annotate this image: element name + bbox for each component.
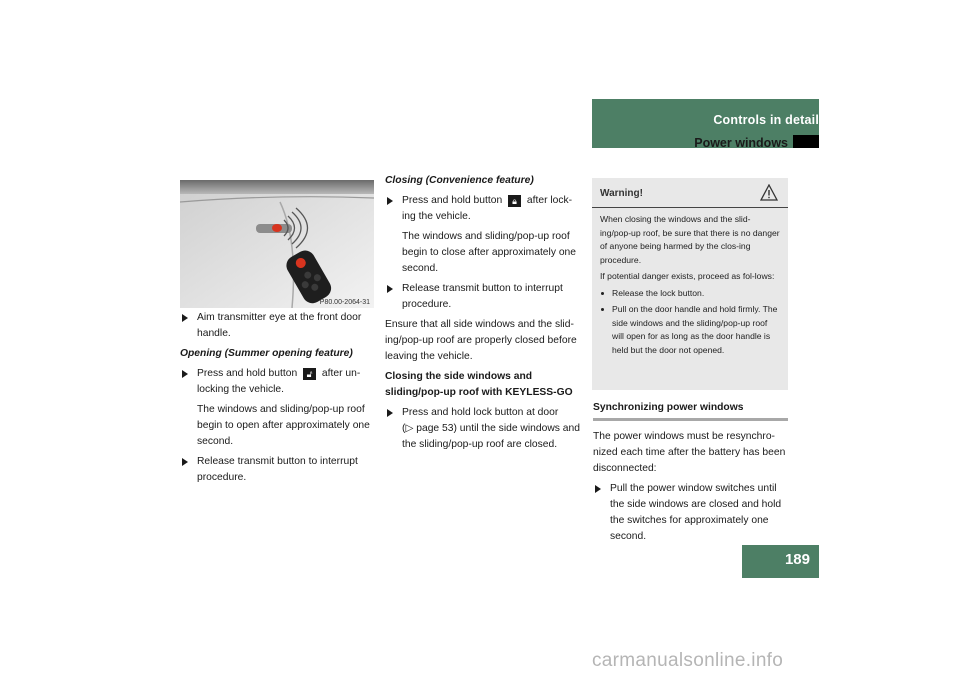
close-description: The windows and sliding/pop-up roof begin to close after approximately one second.: [402, 231, 577, 274]
step-sync: Pull the power window switches until the side windows are closed and hold the switches for approximately one second.: [593, 481, 788, 545]
page-ref-arrow-icon: ▷: [405, 423, 414, 434]
section-title: Power windows: [694, 136, 788, 150]
bullet-dot-icon: [601, 292, 604, 295]
column-closing: [385, 173, 580, 457]
step-press-lock: Press and hold button 🔒︎ after lock-ing the vehicle.: [385, 193, 580, 225]
step-arrow-icon: [595, 485, 601, 493]
warning-bullet: Pull on the door handle and hold firmly. The side windows and the sliding/pop-up roof will open for as long as the door handle is held but the door not opened.: [600, 303, 780, 357]
step-release-close: Release transmit button to interrupt procedure.: [385, 281, 580, 313]
warning-body: [592, 208, 788, 357]
step-arrow-icon: [182, 370, 188, 378]
keyless-heading: Closing the side windows and sliding/pop-up roof with KEYLESS-GO: [385, 371, 573, 398]
page-number-box: [742, 545, 819, 578]
sync-description: The power windows must be resynchro-nized each time after the battery has been disconnected:: [593, 431, 786, 474]
warning-box: [592, 178, 788, 390]
lock-key-icon: 🔒︎: [508, 195, 521, 207]
step-arrow-icon: [387, 285, 393, 293]
step-release-open: Release transmit button to interrupt procedure.: [180, 454, 375, 486]
chapter-title: Controls in detail: [713, 113, 819, 127]
warning-title: Warning!: [600, 188, 643, 199]
figure-id: P80.00-2064-31: [319, 299, 370, 306]
step-arrow-icon: [387, 409, 393, 417]
column-opening: [180, 310, 375, 490]
header-tab-marker: [793, 135, 819, 148]
warning-triangle-icon: [760, 184, 778, 201]
bullet-dot-icon: [601, 308, 604, 311]
step-aim-transmitter: Aim transmitter eye at the front door handle.: [180, 310, 375, 342]
open-description: The windows and sliding/pop-up roof begin to open after approximately one second.: [197, 404, 370, 447]
ensure-closed-note: Ensure that all side windows and the slid-ing/pop-up roof are properly closed before leaving the vehicle.: [385, 319, 577, 362]
sync-heading: Synchronizing power windows: [593, 400, 788, 421]
warning-intro: When closing the windows and the slid-ing/pop-up roof, be sure that there is no danger of anyone being harmed by the clos-ing procedure.: [600, 214, 780, 265]
step-keyless-lock: Press and hold lock button at door (▷ page 53) until the side windows and the sliding/pop-up roof are closed.: [385, 405, 580, 453]
warning-header: [592, 178, 788, 208]
watermark: carmanualsonline.info: [592, 650, 784, 671]
step-arrow-icon: [387, 197, 393, 205]
step-arrow-icon: [182, 458, 188, 466]
page-number: 189: [784, 551, 810, 568]
door-illustration: [180, 180, 374, 308]
warning-danger: If potential danger exists, proceed as fol-lows:: [600, 271, 775, 281]
warning-bullet: Release the lock button.: [600, 287, 780, 301]
transmitter-door-photo: [180, 180, 374, 308]
opening-heading: Opening (Summer opening feature): [180, 348, 353, 359]
step-press-unlock: Press and hold button 🔓︎ after un-locking the vehicle.: [180, 366, 375, 398]
unlock-key-icon: 🔓︎: [303, 368, 316, 380]
page-reference-link[interactable]: page 53: [416, 423, 454, 434]
column-synchronizing: [593, 400, 788, 549]
closing-heading: Closing (Convenience feature): [385, 175, 534, 186]
step-arrow-icon: [182, 314, 188, 322]
